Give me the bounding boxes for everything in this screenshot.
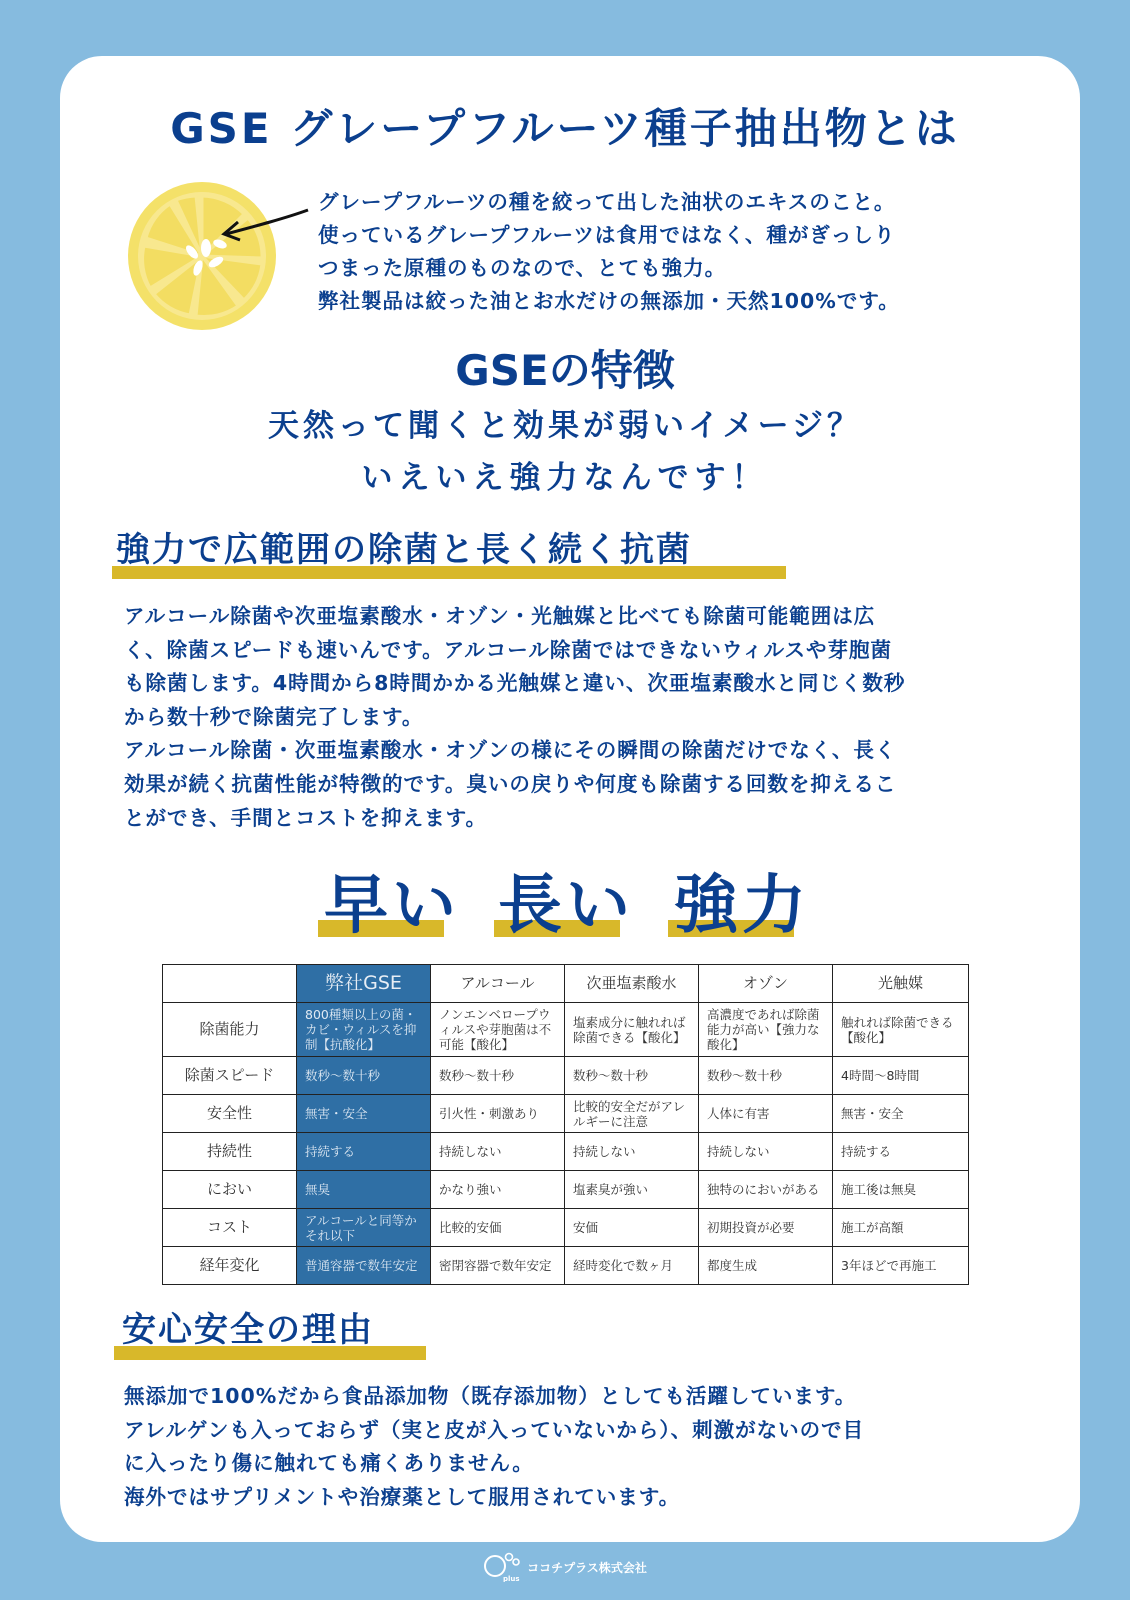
section2-heading: 安心安全の理由 bbox=[122, 1310, 374, 1350]
table-row bbox=[163, 1133, 969, 1171]
table-cell: 施工が高額 bbox=[833, 1209, 969, 1247]
page-title: GSE グレープフルーツ種子抽出物とは bbox=[170, 104, 960, 153]
comparison-table bbox=[162, 964, 969, 1285]
table-cell: 独特のにおいがある bbox=[699, 1171, 833, 1209]
table-row-header: コスト bbox=[163, 1209, 297, 1247]
table-cell: 普通容器で数年安定 bbox=[297, 1247, 431, 1285]
table-cell: 数秒〜数十秒 bbox=[565, 1057, 699, 1095]
table-cell: 比較的安価 bbox=[431, 1209, 565, 1247]
table-cell: 持続する bbox=[833, 1133, 969, 1171]
keyword-strong: 強力 bbox=[674, 869, 810, 943]
table-cell: 塩素臭が強い bbox=[565, 1171, 699, 1209]
intro-line: つまった原種のものなので、とても強力。 bbox=[318, 256, 727, 280]
intro-line: 弊社製品は絞った油とお水だけの無添加・天然100%です。 bbox=[318, 289, 900, 313]
table-header-alcohol: アルコール bbox=[431, 965, 565, 1003]
keyword-fast: 早い bbox=[324, 869, 460, 943]
intro-line: 使っているグレープフルーツは食用ではなく、種がぎっしり bbox=[318, 223, 896, 247]
table-cell: 持続する bbox=[297, 1133, 431, 1171]
table-cell: 都度生成 bbox=[699, 1247, 833, 1285]
footer bbox=[0, 1552, 1130, 1585]
table-cell: 触れれば除菌できる【酸化】 bbox=[833, 1003, 969, 1057]
table-header-row bbox=[163, 965, 969, 1003]
table-row bbox=[163, 1171, 969, 1209]
table-row bbox=[163, 1003, 969, 1057]
features-heading: GSEの特徴 bbox=[455, 346, 675, 395]
table-row bbox=[163, 1057, 969, 1095]
table-header-gse: 弊社GSE bbox=[297, 965, 431, 1003]
table-cell: 高濃度であれば除菌能力が高い【強力な酸化】 bbox=[699, 1003, 833, 1057]
table-row-header: 経年変化 bbox=[163, 1247, 297, 1285]
body-line: アルコール除菌・次亜塩素酸水・オゾンの様にその瞬間の除菌だけでなく、長く bbox=[124, 738, 897, 763]
table-cell: 引火性・刺激あり bbox=[431, 1095, 565, 1133]
table-cell: 施工後は無臭 bbox=[833, 1171, 969, 1209]
body-line: から数十秒で除菌完了します。 bbox=[124, 704, 424, 729]
table-row bbox=[163, 1095, 969, 1133]
body-line: アルコール除菌や次亜塩素酸水・オゾン・光触媒と比べても除菌可能範囲は広 bbox=[124, 604, 876, 628]
table-row-header: 除菌能力 bbox=[163, 1003, 297, 1057]
table-header-ozone: オゾン bbox=[699, 965, 833, 1003]
table-row-header: におい bbox=[163, 1171, 297, 1209]
table-cell: 4時間〜8時間 bbox=[833, 1057, 969, 1095]
table-cell: 比較的安全だがアレルギーに注意 bbox=[565, 1095, 699, 1133]
table-cell: 3年ほどで再施工 bbox=[833, 1247, 969, 1285]
logo-sub-text: plus bbox=[503, 1575, 520, 1582]
section1-heading: 強力で広範囲の除菌と長く続く抗菌 bbox=[116, 530, 692, 570]
table-cell: 人体に有害 bbox=[699, 1095, 833, 1133]
features-answer: いえいえ強力なんです！ bbox=[361, 460, 769, 496]
table-cell: 初期投資が必要 bbox=[699, 1209, 833, 1247]
table-row bbox=[163, 1209, 969, 1247]
intro-line: グレープフルーツの種を絞って出した油状のエキスのこと。 bbox=[318, 190, 896, 214]
table-cell: かなり強い bbox=[431, 1171, 565, 1209]
table-row-header: 持続性 bbox=[163, 1133, 297, 1171]
body-line: とができ、手間とコストを抑えます。 bbox=[124, 805, 488, 830]
table-cell: 800種類以上の菌・カビ・ウィルスを抑制【抗酸化】 bbox=[297, 1003, 431, 1057]
table-cell: 塩素成分に触れれば除菌できる【酸化】 bbox=[565, 1003, 699, 1057]
table-cell: 無害・安全 bbox=[833, 1095, 969, 1133]
table-cell: 数秒〜数十秒 bbox=[297, 1057, 431, 1095]
body-line: 海外ではサプリメントや治療薬として服用されています。 bbox=[124, 1484, 681, 1509]
company-name: ココチプラス株式会社 bbox=[527, 1560, 647, 1575]
body-line: 効果が続く抗菌性能が特徴的です。臭いの戻りや何度も除菌する回数を抑えるこ bbox=[124, 771, 897, 796]
table-cell: アルコールと同等かそれ以下 bbox=[297, 1209, 431, 1247]
table-cell: 持続しない bbox=[431, 1133, 565, 1171]
table-header-photocatalyst: 光触媒 bbox=[833, 965, 969, 1003]
body-line: アレルゲンも入っておらず（実と皮が入っていないから）、刺激がないので目 bbox=[124, 1417, 865, 1442]
company-logo-icon bbox=[483, 1552, 523, 1582]
body-line: く、除菌スピードも速いんです。アルコール除菌ではできないウィルスや芽胞菌 bbox=[124, 637, 893, 662]
table-cell: 持続しない bbox=[565, 1133, 699, 1171]
table-row-header: 除菌スピード bbox=[163, 1057, 297, 1095]
table-cell: 無臭 bbox=[297, 1171, 431, 1209]
table-cell: 無害・安全 bbox=[297, 1095, 431, 1133]
table-row-header: 安全性 bbox=[163, 1095, 297, 1133]
table-cell: 密閉容器で数年安定 bbox=[431, 1247, 565, 1285]
body-line: 無添加で100%だから食品添加物（既存添加物）としても活躍しています。 bbox=[124, 1384, 857, 1408]
table-cell: 安価 bbox=[565, 1209, 699, 1247]
body-line: に入ったり傷に触れても痛くありません。 bbox=[124, 1451, 534, 1476]
table-row bbox=[163, 1247, 969, 1285]
section1-body bbox=[124, 600, 1024, 835]
body-line: も除菌します。4時間から8時間かかる光触媒と違い、次亜塩素酸水と同じく数秒 bbox=[124, 671, 906, 696]
intro-text bbox=[318, 186, 1018, 318]
table-cell: 数秒〜数十秒 bbox=[699, 1057, 833, 1095]
table-cell: 数秒〜数十秒 bbox=[431, 1057, 565, 1095]
grapefruit-slice-illustration bbox=[126, 178, 316, 338]
table-cell: 持続しない bbox=[699, 1133, 833, 1171]
keyword-long: 長い bbox=[498, 869, 634, 943]
section2-body bbox=[124, 1380, 1024, 1514]
table-cell: ノンエンベロープウィルスや芽胞菌は不可能【酸化】 bbox=[431, 1003, 565, 1057]
table-header-hypochlorous: 次亜塩素酸水 bbox=[565, 965, 699, 1003]
table-cell: 経時変化で数ヶ月 bbox=[565, 1247, 699, 1285]
table-header-empty bbox=[163, 965, 297, 1003]
features-question: 天然って聞くと効果が弱いイメージ？ bbox=[267, 408, 863, 444]
